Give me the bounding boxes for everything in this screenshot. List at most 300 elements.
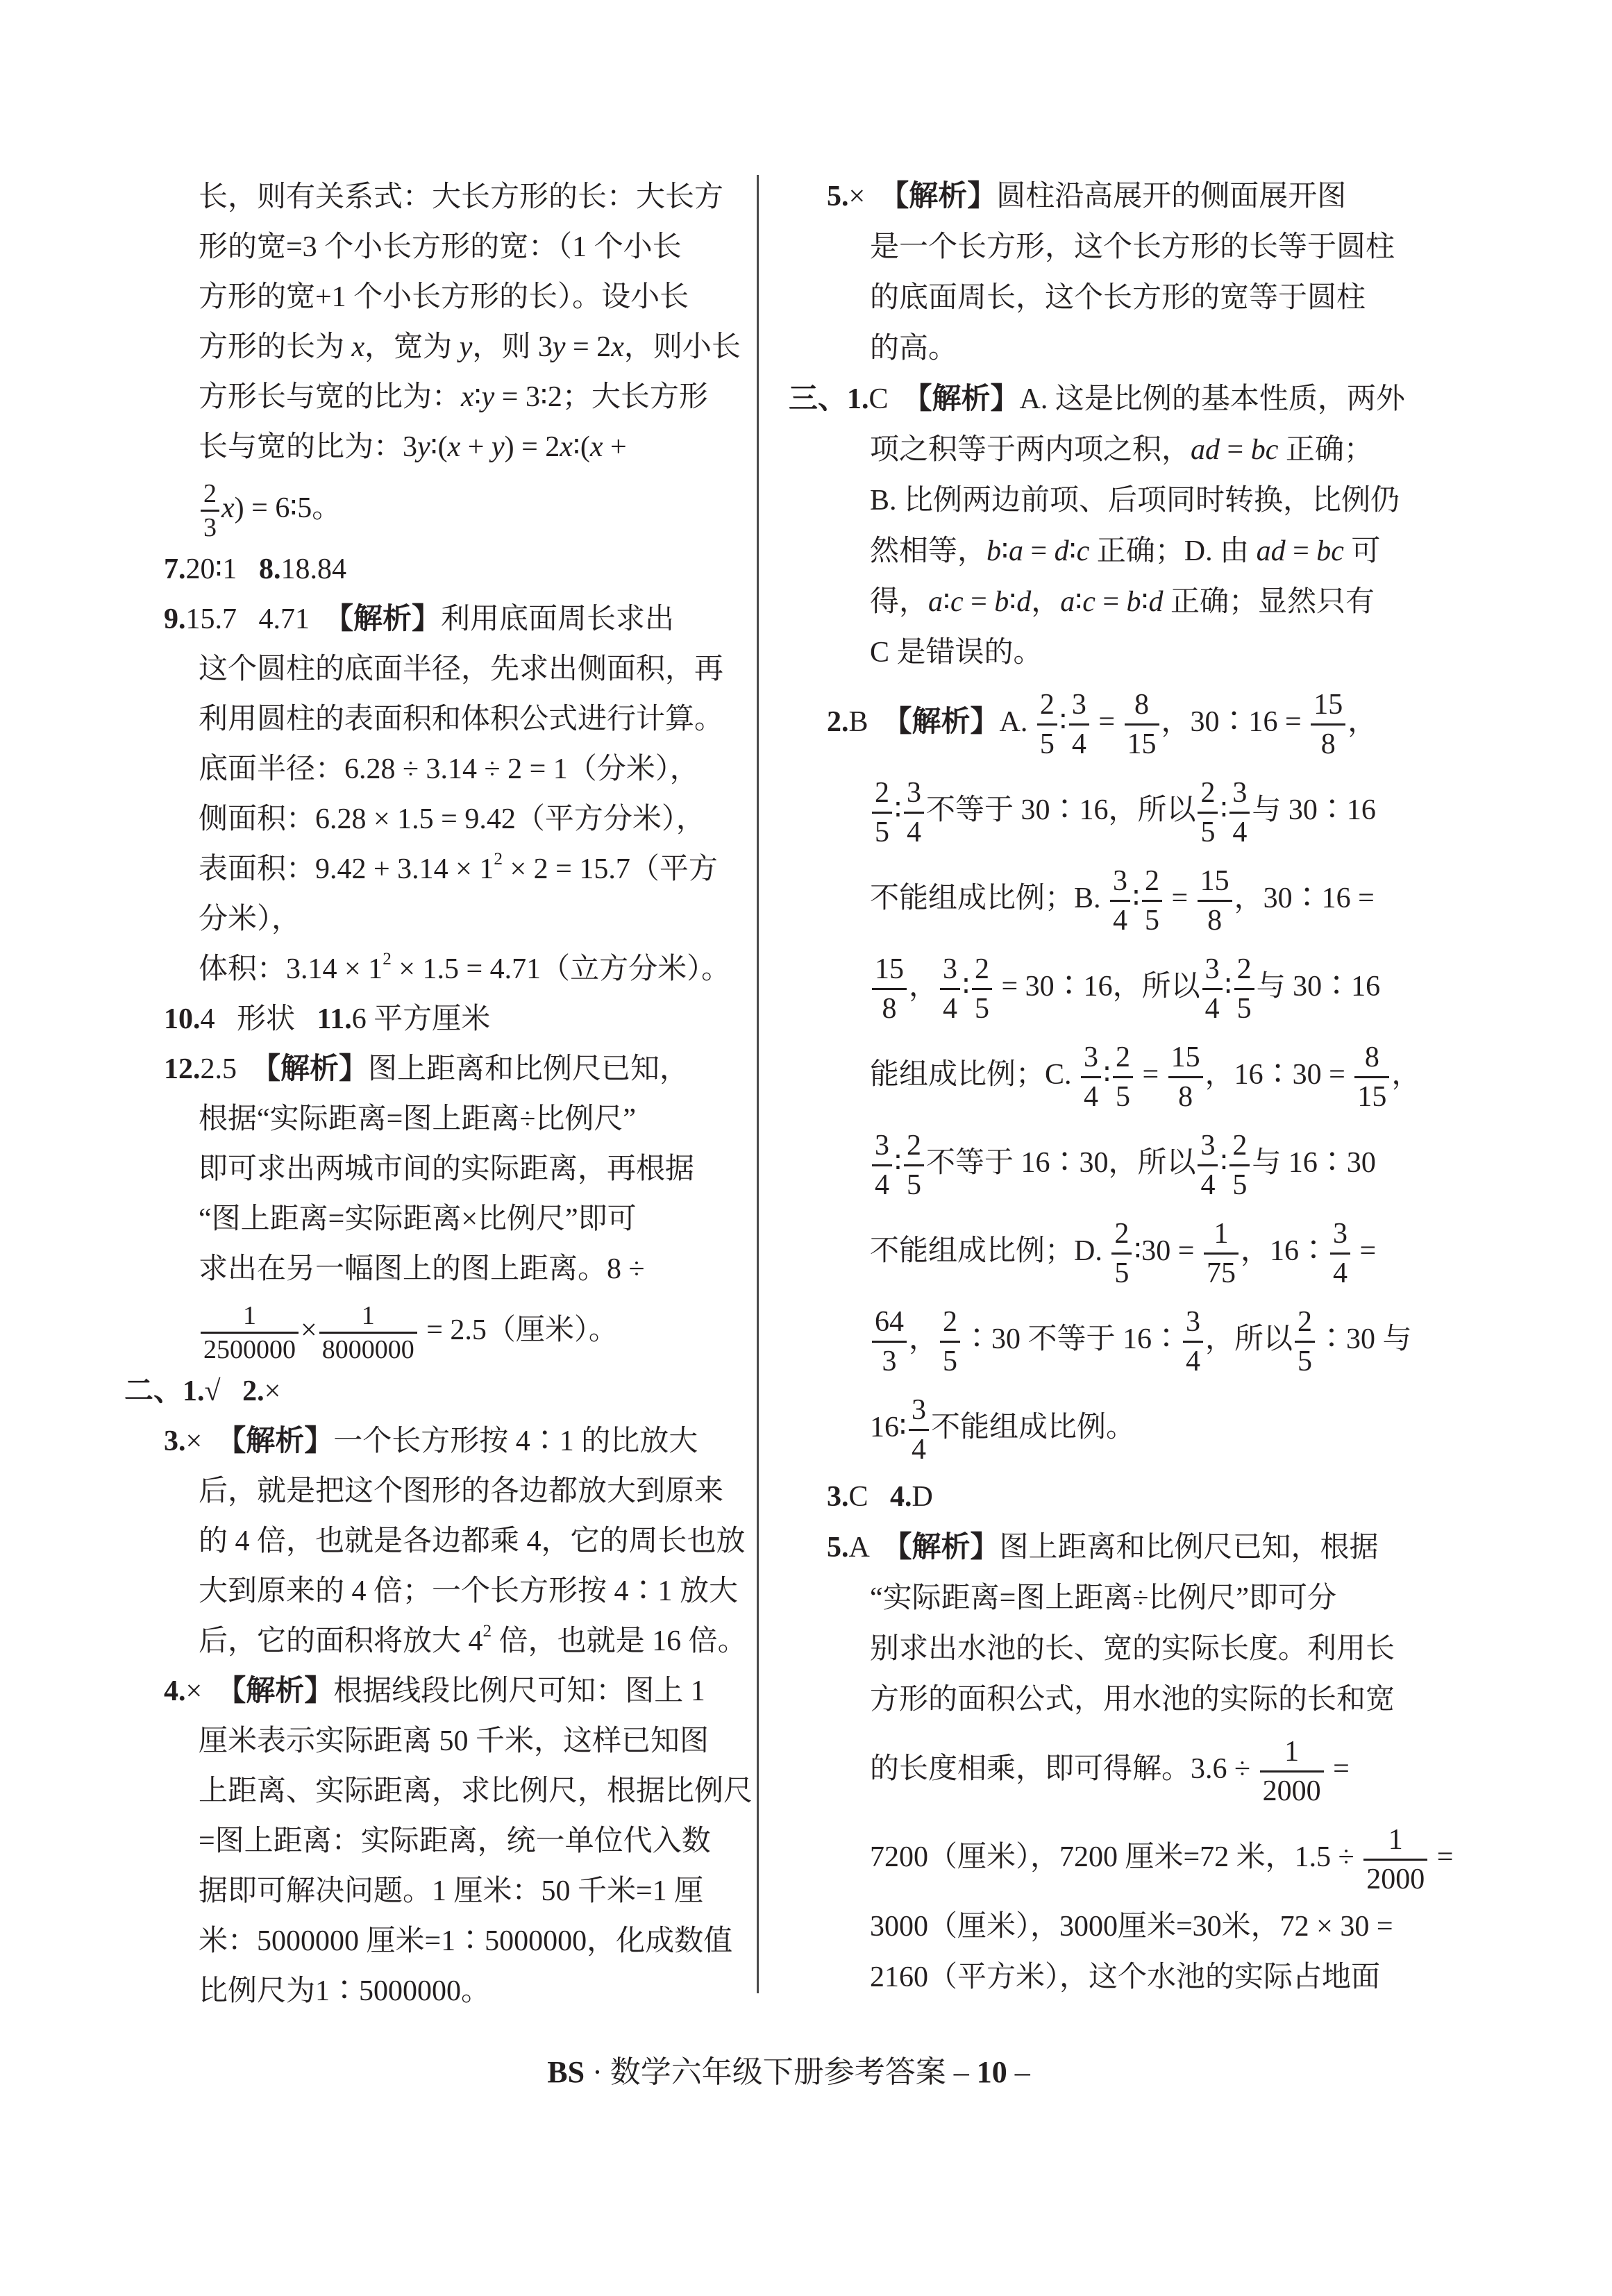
text-run: =: [1429, 1841, 1454, 1873]
item-number: 10.: [164, 1003, 201, 1035]
fraction-denominator: 4: [1332, 1257, 1347, 1289]
text-run: 分米），: [199, 903, 301, 935]
text-run: 4 形状: [200, 1003, 317, 1035]
text-run: = 30∶16，所以: [993, 971, 1200, 1003]
fraction-numerator: 2: [872, 774, 892, 814]
page-footer: [0, 2048, 1577, 2097]
text-line: [124, 594, 749, 644]
text-run: ) = 2: [504, 431, 560, 463]
math-variable: a: [1060, 586, 1075, 618]
fraction: [319, 1300, 417, 1366]
text-line: [124, 1866, 749, 1916]
text-run: 这个圆柱的底面半径，先求出侧面积，再: [199, 653, 724, 685]
fraction-numerator: 1: [1260, 1733, 1324, 1773]
fraction-denominator: 8: [1207, 904, 1223, 937]
fraction-denominator: 5: [943, 1345, 958, 1377]
fraction: [1125, 686, 1159, 763]
text-run: 圆柱沿高展开的侧面展开图: [996, 181, 1347, 212]
text-run: C: [868, 383, 903, 415]
text-line: [124, 1044, 749, 1094]
item-number: 9.: [164, 603, 186, 635]
text-run: 的长度相乘，即可得解。3.6 ÷: [870, 1753, 1258, 1785]
text-line: [789, 171, 1455, 222]
math-variable: y: [459, 331, 473, 363]
text-line: [789, 1472, 1455, 1523]
text-line: [124, 744, 749, 794]
fraction-denominator: 5: [1298, 1345, 1313, 1377]
text-run: =: [1164, 882, 1195, 914]
text-run: 可: [1343, 535, 1381, 567]
text-run: ，: [909, 971, 939, 1003]
text-line: [124, 1966, 749, 2016]
text-run: 3000（厘米），3000厘米=30米，72 × 30 =: [870, 1911, 1393, 1943]
text-run: 7200（厘米），7200 厘米=72 米，1.5 ÷: [870, 1841, 1362, 1873]
text-run: 正确；D. 由: [1089, 535, 1257, 567]
math-variable: x: [461, 381, 474, 413]
fraction-denominator: 5: [1115, 1080, 1130, 1113]
text-run: 求出在另一幅图上的图上距离。8 ÷: [199, 1253, 645, 1285]
text-run: 不等于 30∶16，所以: [925, 794, 1196, 826]
fraction: [1069, 686, 1089, 763]
left-column: [124, 172, 753, 2016]
text-run: ，30∶16 =: [1161, 706, 1309, 738]
text-run: = 3∶2；大长方形: [494, 381, 708, 413]
text-run: =图上距离：实际距离，统一单位代入数: [199, 1825, 711, 1857]
fraction: [1198, 1127, 1218, 1204]
fraction-numerator: 2: [1142, 862, 1162, 902]
text-line: [789, 628, 1455, 678]
math-variable: y: [552, 331, 566, 363]
text-line: [124, 1294, 749, 1366]
fraction-numerator: 3: [1202, 950, 1223, 990]
text-line: [789, 324, 1455, 374]
text-run: ，: [909, 1323, 939, 1355]
text-line: [789, 425, 1455, 476]
text-run: ∶: [1132, 882, 1140, 914]
fraction-denominator: 2000: [1262, 1775, 1321, 1807]
fraction-numerator: 2: [1234, 950, 1254, 990]
footer-book-title: 数学六年级下册参考答案: [610, 2055, 946, 2089]
fraction: [940, 1303, 960, 1380]
text-run: 即可求出两城市间的实际距离，再根据: [199, 1153, 695, 1185]
item-number: 4.: [890, 1481, 912, 1513]
math-variable: x: [351, 331, 365, 363]
text-line: [789, 526, 1455, 577]
text-run: 方形的面积公式，用水池的实际的长和宽: [870, 1684, 1395, 1716]
section-marker: 三、: [789, 383, 848, 415]
math-variable: bc: [1250, 434, 1279, 466]
text-line: [124, 944, 749, 994]
text-line: [789, 678, 1455, 766]
fraction-denominator: 75: [1206, 1257, 1236, 1289]
fraction: [872, 1127, 892, 1204]
fraction-denominator: 4: [1071, 728, 1086, 760]
math-variable: b: [1126, 586, 1141, 618]
text-line: [124, 222, 749, 272]
text-run: √: [204, 1375, 243, 1407]
fraction-denominator: 8: [1320, 728, 1336, 760]
fraction-numerator: 1: [1363, 1821, 1427, 1861]
text-run: ×: [848, 181, 880, 212]
fraction: [1142, 862, 1162, 939]
page-number: 10: [976, 2055, 1007, 2089]
text-line: [789, 222, 1455, 273]
math-variable: y: [481, 381, 495, 413]
fraction-denominator: 5: [875, 816, 889, 848]
text-line: [789, 1624, 1455, 1675]
text-run: ∶(: [572, 431, 590, 463]
fraction-numerator: 8: [1125, 686, 1159, 726]
fraction: [872, 1303, 907, 1380]
item-number: 1.: [847, 383, 869, 415]
text-line: [789, 1119, 1455, 1207]
text-run: ，则 3: [472, 331, 553, 363]
text-run: =: [1220, 434, 1251, 466]
fraction-numerator: 15: [1198, 862, 1232, 902]
text-run: 的高。: [870, 333, 958, 364]
text-run: ，16∶: [1240, 1235, 1328, 1267]
fraction-denominator: 4: [943, 992, 958, 1025]
fraction-numerator: 2: [1198, 774, 1218, 814]
text-run: × 2 = 15.7（平方: [502, 853, 718, 885]
text-line: [124, 1194, 749, 1244]
fraction: [904, 1127, 924, 1204]
text-run: ，宽为: [364, 331, 460, 363]
fraction-numerator: 1: [1204, 1215, 1239, 1255]
text-line: [789, 1384, 1455, 1472]
fraction-denominator: 4: [1204, 992, 1220, 1025]
text-run: ×: [264, 1375, 281, 1407]
bold-label: 【解析】: [882, 706, 1000, 738]
fraction: [1198, 862, 1232, 939]
text-line: [124, 644, 749, 694]
footer-dash-left: –: [953, 2055, 969, 2089]
fraction-denominator: 3: [203, 512, 217, 542]
fraction: [904, 774, 924, 851]
item-number: 4.: [164, 1675, 186, 1707]
text-run: 一个长方形按 4∶1 的比放大: [333, 1425, 698, 1457]
bold-label: 【解析】: [251, 1053, 369, 1085]
fraction: [1037, 686, 1057, 763]
text-run: 比例尺为1∶5000000。: [199, 1975, 491, 2007]
item-number: 12.: [164, 1053, 201, 1085]
text-run: =: [1352, 1235, 1377, 1267]
text-line: [124, 1244, 749, 1294]
fraction-denominator: 8: [1178, 1080, 1193, 1113]
text-line: [789, 374, 1455, 425]
fraction: [1110, 862, 1130, 939]
text-run: 体积：3.14 × 1: [199, 953, 383, 985]
fraction-numerator: 1: [201, 1300, 299, 1334]
fraction-numerator: 2: [201, 478, 219, 512]
text-run: 不能组成比例；D.: [870, 1235, 1110, 1267]
math-variable: b: [994, 586, 1009, 618]
bold-label: 【解析】: [217, 1425, 334, 1457]
fraction: [1330, 1215, 1350, 1292]
fraction-denominator: 5: [1200, 816, 1216, 848]
fraction-numerator: 2: [940, 1303, 960, 1343]
text-run: ，则小长: [623, 331, 741, 363]
math-variable: x: [589, 431, 603, 463]
fraction: [1354, 1039, 1389, 1116]
right-column: [789, 171, 1455, 2003]
text-run: ∶: [894, 1147, 902, 1179]
footer-separator-dot: ·: [592, 2055, 603, 2089]
fraction: [1111, 1215, 1132, 1292]
text-run: “图上距离=实际距离×比例尺”即可: [199, 1203, 637, 1235]
text-run: ) = 6∶5。: [234, 492, 342, 524]
fraction-numerator: 2: [1111, 1215, 1132, 1255]
text-run: ∶: [473, 381, 482, 413]
text-line: [789, 1207, 1455, 1296]
text-run: ∶: [1068, 535, 1077, 567]
text-line: [789, 943, 1455, 1031]
text-run: ，30∶16 =: [1234, 882, 1375, 914]
text-line: [789, 1296, 1455, 1384]
text-run: 上距离、实际距离，求比例尺，根据比例尺: [199, 1775, 753, 1807]
text-run: = 2.5（厘米）。: [419, 1314, 618, 1346]
text-run: ∶: [943, 586, 950, 618]
fraction-numerator: 3: [1069, 686, 1089, 726]
fraction-numerator: 2: [904, 1127, 924, 1166]
fraction-denominator: 4: [906, 816, 921, 848]
math-variable: a: [928, 586, 943, 618]
fraction-denominator: 5: [906, 1168, 921, 1201]
text-line: [124, 994, 749, 1044]
text-run: A.: [999, 706, 1035, 738]
text-run: 长，则有关系式：大长方形的长：大长方: [199, 181, 724, 213]
math-variable: d: [1016, 586, 1032, 618]
text-run: 不等于 16∶30，所以: [925, 1147, 1196, 1179]
fraction-denominator: 4: [1200, 1168, 1216, 1201]
text-line: [124, 1916, 749, 1966]
text-line: [789, 1573, 1455, 1624]
text-run: 18.84: [280, 553, 346, 585]
fraction: [872, 950, 907, 1028]
section-marker: 二、: [124, 1375, 183, 1407]
fraction-denominator: 15: [1127, 728, 1157, 760]
text-run: 形的宽=3 个小长方形的宽：（1 个小长: [199, 231, 682, 263]
text-run: “实际距离=图上距离÷比例尺”即可分: [870, 1582, 1337, 1614]
fraction: [1168, 1039, 1203, 1116]
text-line: [124, 1566, 749, 1616]
text-run: ∶30 =: [1134, 1235, 1202, 1267]
item-number: 2.: [827, 706, 849, 738]
text-run: 方形长与宽的比为：: [199, 381, 462, 413]
fraction-numerator: 2: [1113, 1039, 1133, 1078]
fraction-denominator: 5: [1144, 904, 1159, 937]
text-line: [124, 794, 749, 844]
fraction-denominator: 5: [974, 992, 989, 1025]
text-line: [789, 1902, 1455, 1952]
fraction-denominator: 8000000: [321, 1334, 414, 1364]
math-variable: y: [417, 431, 430, 463]
math-variable: c: [1076, 535, 1090, 567]
fraction-numerator: 3: [1110, 862, 1130, 902]
math-variable: bc: [1316, 535, 1344, 567]
bold-label: 【解析】: [902, 383, 1020, 415]
fraction-denominator: 4: [1186, 1345, 1201, 1377]
fraction: [940, 950, 960, 1028]
text-line: [124, 1366, 749, 1416]
fraction-numerator: 3: [904, 774, 924, 814]
fraction-numerator: 64: [872, 1303, 907, 1343]
text-run: × 1.5 = 4.71（立方分米）。: [391, 953, 731, 985]
fraction-denominator: 4: [1113, 904, 1128, 937]
fraction: [1198, 774, 1218, 851]
text-run: ，: [1031, 586, 1061, 618]
fraction-numerator: 3: [1229, 774, 1250, 814]
text-run: 图上距离和比例尺已知，根据: [999, 1532, 1379, 1564]
math-variable: x: [221, 492, 235, 524]
text-run: C 是错误的。: [870, 637, 1043, 669]
item-number: 8.: [258, 553, 281, 585]
math-variable: c: [1082, 586, 1095, 618]
text-run: 是一个长方形，这个长方形的长等于圆柱: [870, 231, 1395, 263]
text-run: =: [1023, 535, 1055, 567]
text-run: 能组成比例；C.: [870, 1059, 1080, 1091]
fraction-numerator: 3: [872, 1127, 892, 1166]
text-run: 与 16∶30: [1252, 1147, 1376, 1179]
superscript: 2: [482, 1621, 492, 1641]
text-run: 的底面周长，这个长方形的宽等于圆柱: [870, 282, 1366, 314]
fraction-numerator: 2: [1037, 686, 1057, 726]
text-line: [789, 1813, 1455, 1902]
text-line: [124, 172, 749, 222]
fraction-numerator: 3: [940, 950, 960, 990]
text-run: 后，就是把这个图形的各边都放大到原来: [199, 1475, 724, 1507]
text-run: ×: [301, 1314, 317, 1346]
fraction: [1229, 774, 1250, 851]
text-run: ∶: [894, 794, 902, 826]
math-variable: x: [560, 431, 573, 463]
text-run: 根据“实际距离=图上距离÷比例尺”: [199, 1103, 637, 1135]
text-run: 15.7 4.71: [185, 603, 324, 635]
text-run: ∶: [1075, 586, 1083, 618]
text-run: A: [848, 1532, 883, 1564]
text-run: ，: [1347, 706, 1377, 738]
superscript: 2: [383, 949, 392, 969]
item-number: 2.: [242, 1375, 265, 1407]
text-run: 图上距离和比例尺已知，: [368, 1053, 689, 1085]
math-variable: c: [950, 586, 964, 618]
text-run: 不能组成比例；B.: [870, 882, 1109, 914]
text-line: [789, 1952, 1455, 2003]
text-line: [124, 1816, 749, 1866]
text-run: ∶: [1059, 706, 1067, 738]
text-run: 大到原来的 4 倍；一个长方形按 4∶1 放大: [199, 1575, 739, 1607]
text-run: =: [1134, 1059, 1166, 1091]
bold-label: 【解析】: [324, 603, 442, 635]
fraction-numerator: 3: [909, 1391, 929, 1431]
text-run: 2160（平方米），这个水池的实际占地面: [870, 1961, 1381, 1993]
text-run: 正确；: [1278, 434, 1373, 466]
fraction-numerator: 15: [1311, 686, 1345, 726]
text-run: ∶: [1220, 794, 1228, 826]
text-line: [124, 372, 749, 422]
text-line: [789, 273, 1455, 324]
fraction-denominator: 3: [882, 1345, 897, 1377]
fraction: [201, 478, 219, 544]
text-run: 长与宽的比为：3: [199, 431, 418, 463]
text-run: 倍，也就是 16 倍。: [492, 1625, 747, 1657]
text-run: ∶30 与: [1317, 1323, 1412, 1355]
text-line: [789, 1523, 1455, 1573]
superscript: 2: [494, 849, 503, 869]
text-run: ×: [185, 1425, 217, 1457]
fraction: [1234, 950, 1254, 1028]
text-line: [124, 844, 749, 894]
footer-series-code: BS: [547, 2055, 585, 2089]
fraction: [972, 950, 992, 1028]
text-line: [124, 272, 749, 322]
text-run: ，16∶30 =: [1204, 1059, 1353, 1091]
text-run: 利用圆柱的表面积和体积公式进行计算。: [199, 703, 724, 735]
math-variable: a: [1008, 535, 1023, 567]
text-line: [124, 322, 749, 372]
text-run: 侧面积：6.28 × 1.5 = 9.42（平方分米），: [199, 803, 705, 835]
text-line: [789, 1725, 1455, 1813]
text-run: 然相等，: [870, 535, 987, 567]
item-number: 1.: [183, 1375, 205, 1407]
text-line: [789, 577, 1455, 628]
text-run: B: [848, 706, 883, 738]
math-variable: b: [986, 535, 1002, 567]
math-variable: d: [1148, 586, 1164, 618]
fraction-denominator: 4: [911, 1433, 926, 1466]
text-run: ∶: [962, 971, 970, 1003]
text-run: 据即可解决问题。1 厘米：50 千米=1 厘: [199, 1875, 704, 1907]
text-run: ，所以: [1205, 1323, 1293, 1355]
text-line: [124, 1466, 749, 1516]
fraction: [1260, 1733, 1324, 1810]
text-line: [124, 694, 749, 744]
fraction: [872, 774, 892, 851]
fraction: [1204, 1215, 1239, 1292]
text-run: 16∶: [870, 1411, 907, 1443]
text-run: 2.5: [200, 1053, 251, 1085]
text-run: ∶(: [430, 431, 448, 463]
text-line: [789, 855, 1455, 943]
math-variable: x: [611, 331, 624, 363]
fraction-numerator: 3: [1198, 1127, 1218, 1166]
text-run: ，: [1391, 1059, 1421, 1091]
text-run: =: [1091, 706, 1123, 738]
text-run: 方形的长为: [199, 331, 352, 363]
text-line: [789, 1675, 1455, 1725]
text-run: ∶: [1103, 1059, 1111, 1091]
text-run: 6 平方厘米: [351, 1003, 491, 1035]
fraction-numerator: 2: [1229, 1127, 1250, 1166]
text-run: ∶30 不等于 16∶: [962, 1323, 1182, 1355]
fraction-numerator: 15: [1168, 1039, 1203, 1078]
fraction: [1311, 686, 1345, 763]
footer-dash-right: –: [1014, 2055, 1030, 2089]
fraction: [1183, 1303, 1203, 1380]
fraction-denominator: 8: [882, 992, 897, 1025]
text-run: ∶: [1224, 971, 1232, 1003]
fraction-numerator: 2: [1295, 1303, 1315, 1343]
text-run: 得，: [870, 586, 929, 618]
text-run: 根据线段比例尺可知：图上 1: [333, 1675, 705, 1707]
text-run: =: [1285, 535, 1317, 567]
text-line: [124, 422, 749, 472]
text-line: [789, 476, 1455, 526]
fraction-numerator: 2: [972, 950, 992, 990]
text-line: [124, 1416, 749, 1466]
item-number: 3.: [827, 1481, 849, 1513]
fraction: [1295, 1303, 1315, 1380]
